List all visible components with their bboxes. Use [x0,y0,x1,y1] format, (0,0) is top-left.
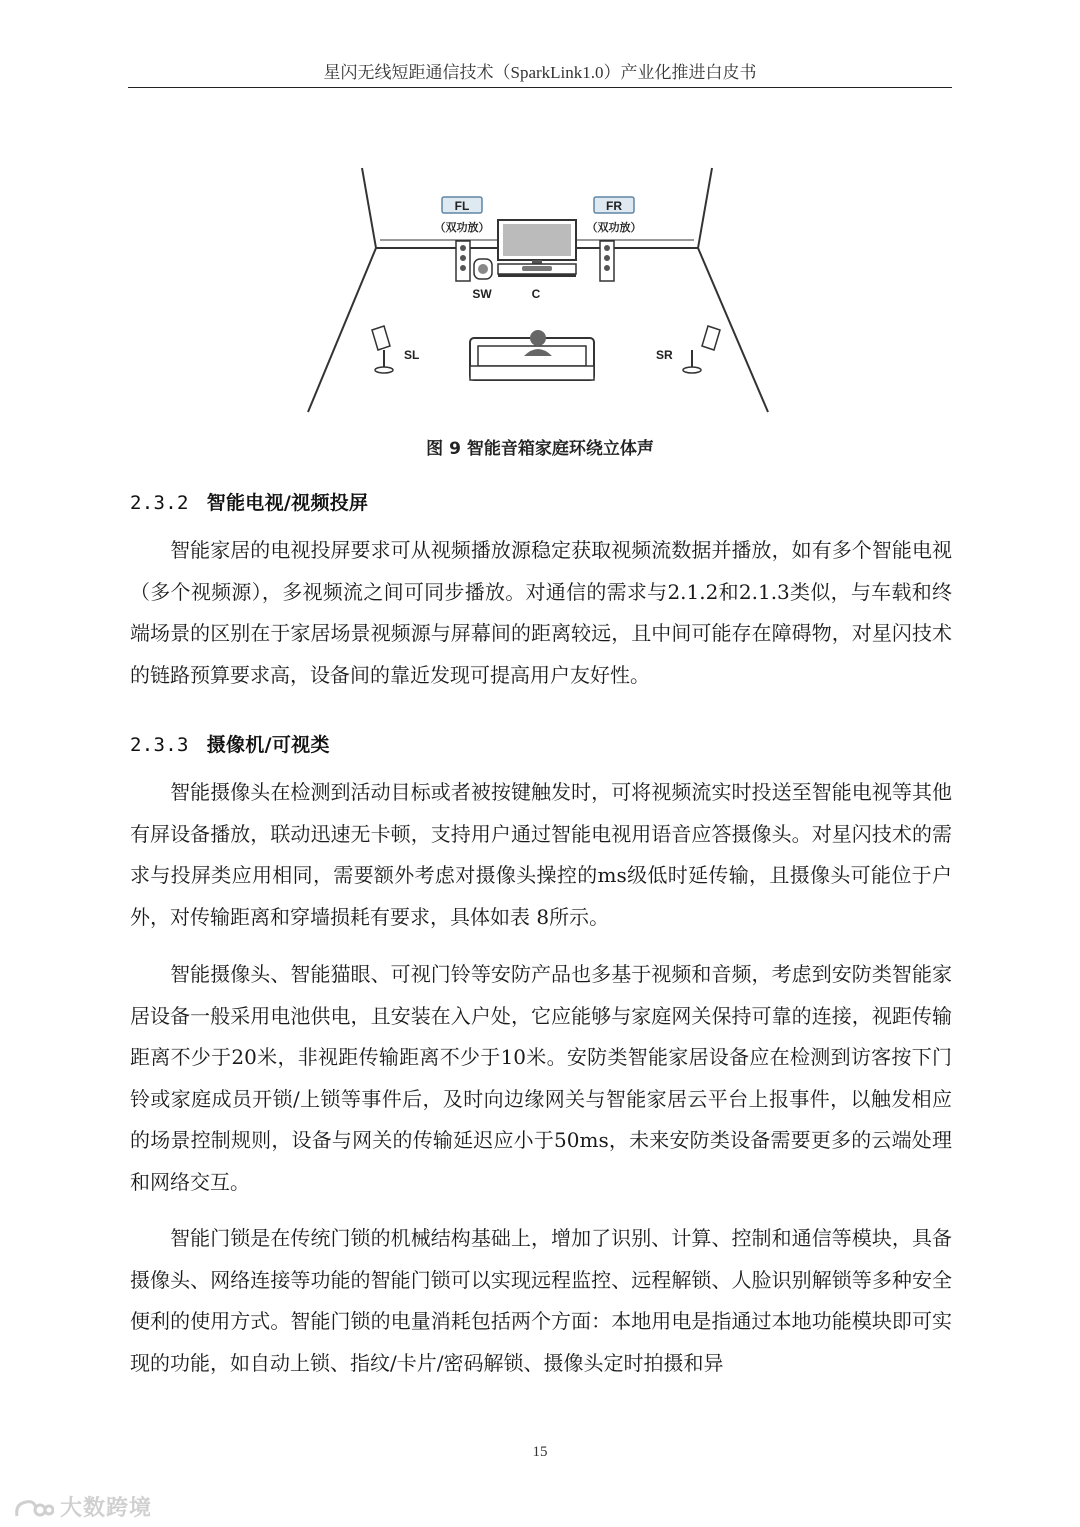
wall-left-back [362,168,376,248]
fl-sub-label: （双功放） [434,221,490,234]
section-heading-2-3-3 [130,730,330,757]
c-label: C [531,287,541,301]
sl-label: SL [404,348,420,362]
sr-speaker-icon [683,326,720,373]
watermark [14,1491,152,1522]
section-title: 智能电视/视频投屏 [206,492,369,514]
watermark-logo-icon [14,1498,54,1520]
fr-sub-label: （双功放） [586,221,642,234]
page-header: 星闪无线短距通信技术（SparkLink1.0）产业化推进白皮书 [323,63,757,82]
fr-label-group [587,197,642,234]
paragraph-security: 智能摄像头、智能猫眼、可视门铃等安防产品也多基于视频和音频，考虑到安防类智能家居设备一般采用电池供电，且安装在入户处，它应能够与家庭网关保持可靠的连接，视距传输距离不少于20米，非视距传输距离不少于10米。安防类智能家居设备应在检测到访客按下门铃或家庭成员开锁/上锁等事件后，及时向边缘网关与智能家居云平台上报事件，以触发相应的场景控制规则，设备与网关的传输延迟应小于50ms，未来安防类设备需要更多的云端处理和网络交互。 [130,962,952,1194]
sl-speaker-icon [372,326,393,373]
sr-label: SR [656,348,673,362]
surround-sound-figure [300,160,780,420]
section-title: 摄像机/可视类 [206,734,330,756]
fl-speaker-icon [456,241,470,281]
sw-label: SW [472,287,492,301]
wall-left-floor [308,248,376,412]
fl-label-group [435,197,490,234]
paragraph-camera: 智能摄像头在检测到活动目标或者被按键触发时，可将视频流实时投送至智能电视等其他有屏设备播放，联动迅速无卡顿，支持用户通过智能电视用语音应答摄像头。对星闪技术的需求与投屏类应用相同，需要额外考虑对摄像头操控的ms级低时延传输，且摄像头可能位于户外，对传输距离和穿墙损耗有要求，具体如表 8所示。 [130,780,952,929]
figure-caption: 图 9 智能音箱家庭环绕立体声 [426,439,654,459]
fr-label: FR [606,199,622,213]
tv-icon [498,220,576,277]
paragraph-tv-casting: 智能家居的电视投屏要求可从视频播放源稳定获取视频流数据并播放，如有多个智能电视（多个视频源），多视频流之间可同步播放。对通信的需求与2.1.2和2.1.3类似，与车载和终端场景的区别在于家居场景视频源与屏幕间的距离较远，且中间可能存在障碍物，对星闪技术的链路预算要求高，设备间的靠近发现可提高用户友好性。 [130,538,952,687]
section-number: 2.3.2 [130,492,189,514]
page-number: 15 [532,1444,548,1460]
fr-speaker-icon [600,241,614,281]
fl-label: FL [454,199,470,213]
watermark-text: 大数跨境 [60,1496,153,1521]
section-heading-2-3-2 [130,488,368,515]
room-diagram [300,160,780,420]
paragraph-smart-lock: 智能门锁是在传统门锁的机械结构基础上，增加了识别、计算、控制和通信等模块，具备摄像头、网络连接等功能的智能门锁可以实现远程监控、远程解锁、人脸识别解锁等多种安全便利的使用方式。智能门锁的电量消耗包括两个方面：本地用电是指通过本地功能模块即可实现的功能，如自动上锁、指纹/卡片/密码解锁、摄像头定时拍摄和异 [130,1226,952,1375]
sofa-icon [470,338,594,380]
subwoofer-icon [474,259,492,279]
wall-right-back [698,168,712,248]
header-rule [128,87,952,88]
section-number: 2.3.3 [130,734,189,756]
